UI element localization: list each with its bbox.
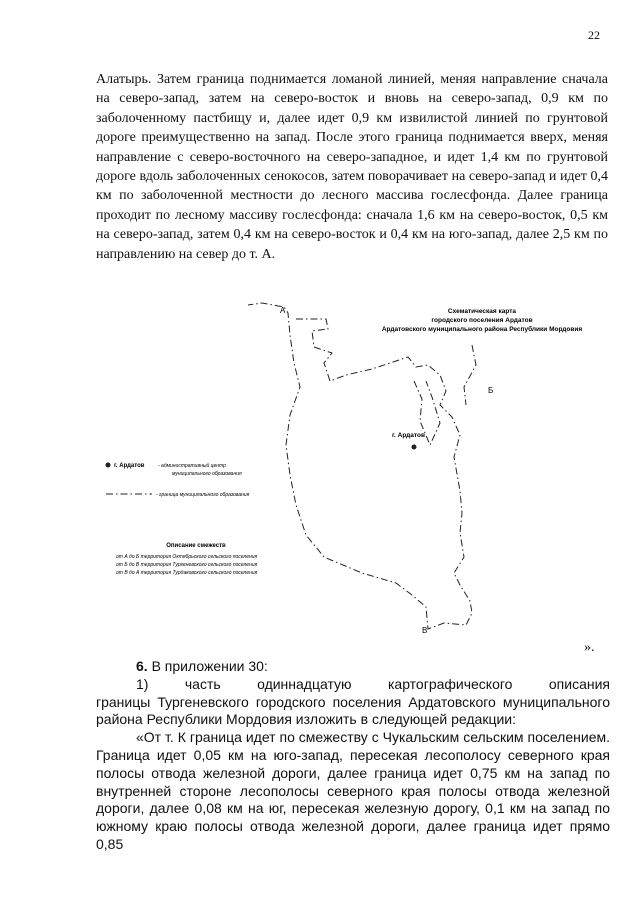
city-label: г. Ардатов [392, 432, 425, 439]
map-title-line-2: городского поселения Ардатов [431, 317, 533, 324]
legend-center-label: г. Ардатов [114, 463, 145, 469]
city-marker-icon [412, 445, 417, 450]
adjacency-line-1: от А до Б территория Октябрьского сельского поселения [116, 554, 258, 560]
section-title: В приложении 30: [147, 658, 268, 674]
amendment-section [96, 658, 634, 854]
point-a-label: А [280, 306, 286, 315]
adjacency-title: Описание смежеств [166, 543, 226, 549]
section-heading [96, 658, 610, 676]
closing-quote: ». [584, 640, 595, 655]
legend-center-desc-1: - административный центр [158, 463, 226, 469]
section-quote-text: «От т. К граница идет по смежеству с Чукальским сельским поселением. Граница идет 0,05 км на юго-запад, пересекая лесополосу северного края полосы отвода железной дороги, далее граница идет 0,75 км на запад по внутренней стороне лесополосы северного края полосы отвода железной дороги, далее 0,08 км на юг, пересекая железную дорогу, 0,1 км на запад по южному краю полосы отвода железной дороги, далее граница идет прямо 0,85 [96, 729, 610, 852]
legend-boundary-desc: - граница муниципального образования [156, 492, 250, 498]
boundary-line [248, 303, 472, 629]
point-b-label: Б [488, 386, 494, 395]
legend-center-desc-2: муниципального образования [172, 471, 242, 477]
east-boundary-line [464, 345, 476, 405]
map-title-line-1: Схематическая карта [447, 308, 517, 315]
adjacency-line-3: от В до А территория Турдаковского сельского поселения [116, 570, 258, 576]
adjacency-line-2: от Б до В территория Тургеневского сельского поселения [116, 562, 258, 568]
section-number: 6. [136, 658, 148, 674]
schematic-map [96, 295, 608, 650]
map-title-line-3: Ардатовского муниципального района Республики Мордовия [381, 326, 583, 333]
page-number: 22 [588, 28, 600, 42]
point-c-label: В [422, 626, 428, 635]
legend-center-symbol-icon [106, 463, 111, 468]
boundary-description-paragraph: Алатырь. Затем граница поднимается ломаной линией, меняя направление сначала на северо-запад, затем на северо-восток и вновь на северо-запад, 0,9 км по заболоченному пастбищу и, далее идет 0,9 км извилистой линией по грунтовой дороге преимущественно на запад. После этого граница поднимается вверх, меняя направление с северо-восточного на северо-западное, и идет 1,4 км по грунтовой дороге вдоль заболоченных сенокосов, затем поворачивает на северо-запад и идет 0,4 км по заболоченной местности до лесного массива гослесфонда. Далее граница проходит по лесному массиву гослесфонда: сначала 1,6 км на северо-восток, 0,5 км на северо-запад, затем 0,4 км на северо-восток и 0,4 км на юго-запад, далее 2,5 км по направлению на север до т. А. [96, 72, 608, 262]
section-item-1: 1) часть одиннадцатую картографического описания границы Тургеневского городского поселения Ардатовского муниципального района Республики Мордовия изложить в следующей редакции: [96, 675, 634, 728]
